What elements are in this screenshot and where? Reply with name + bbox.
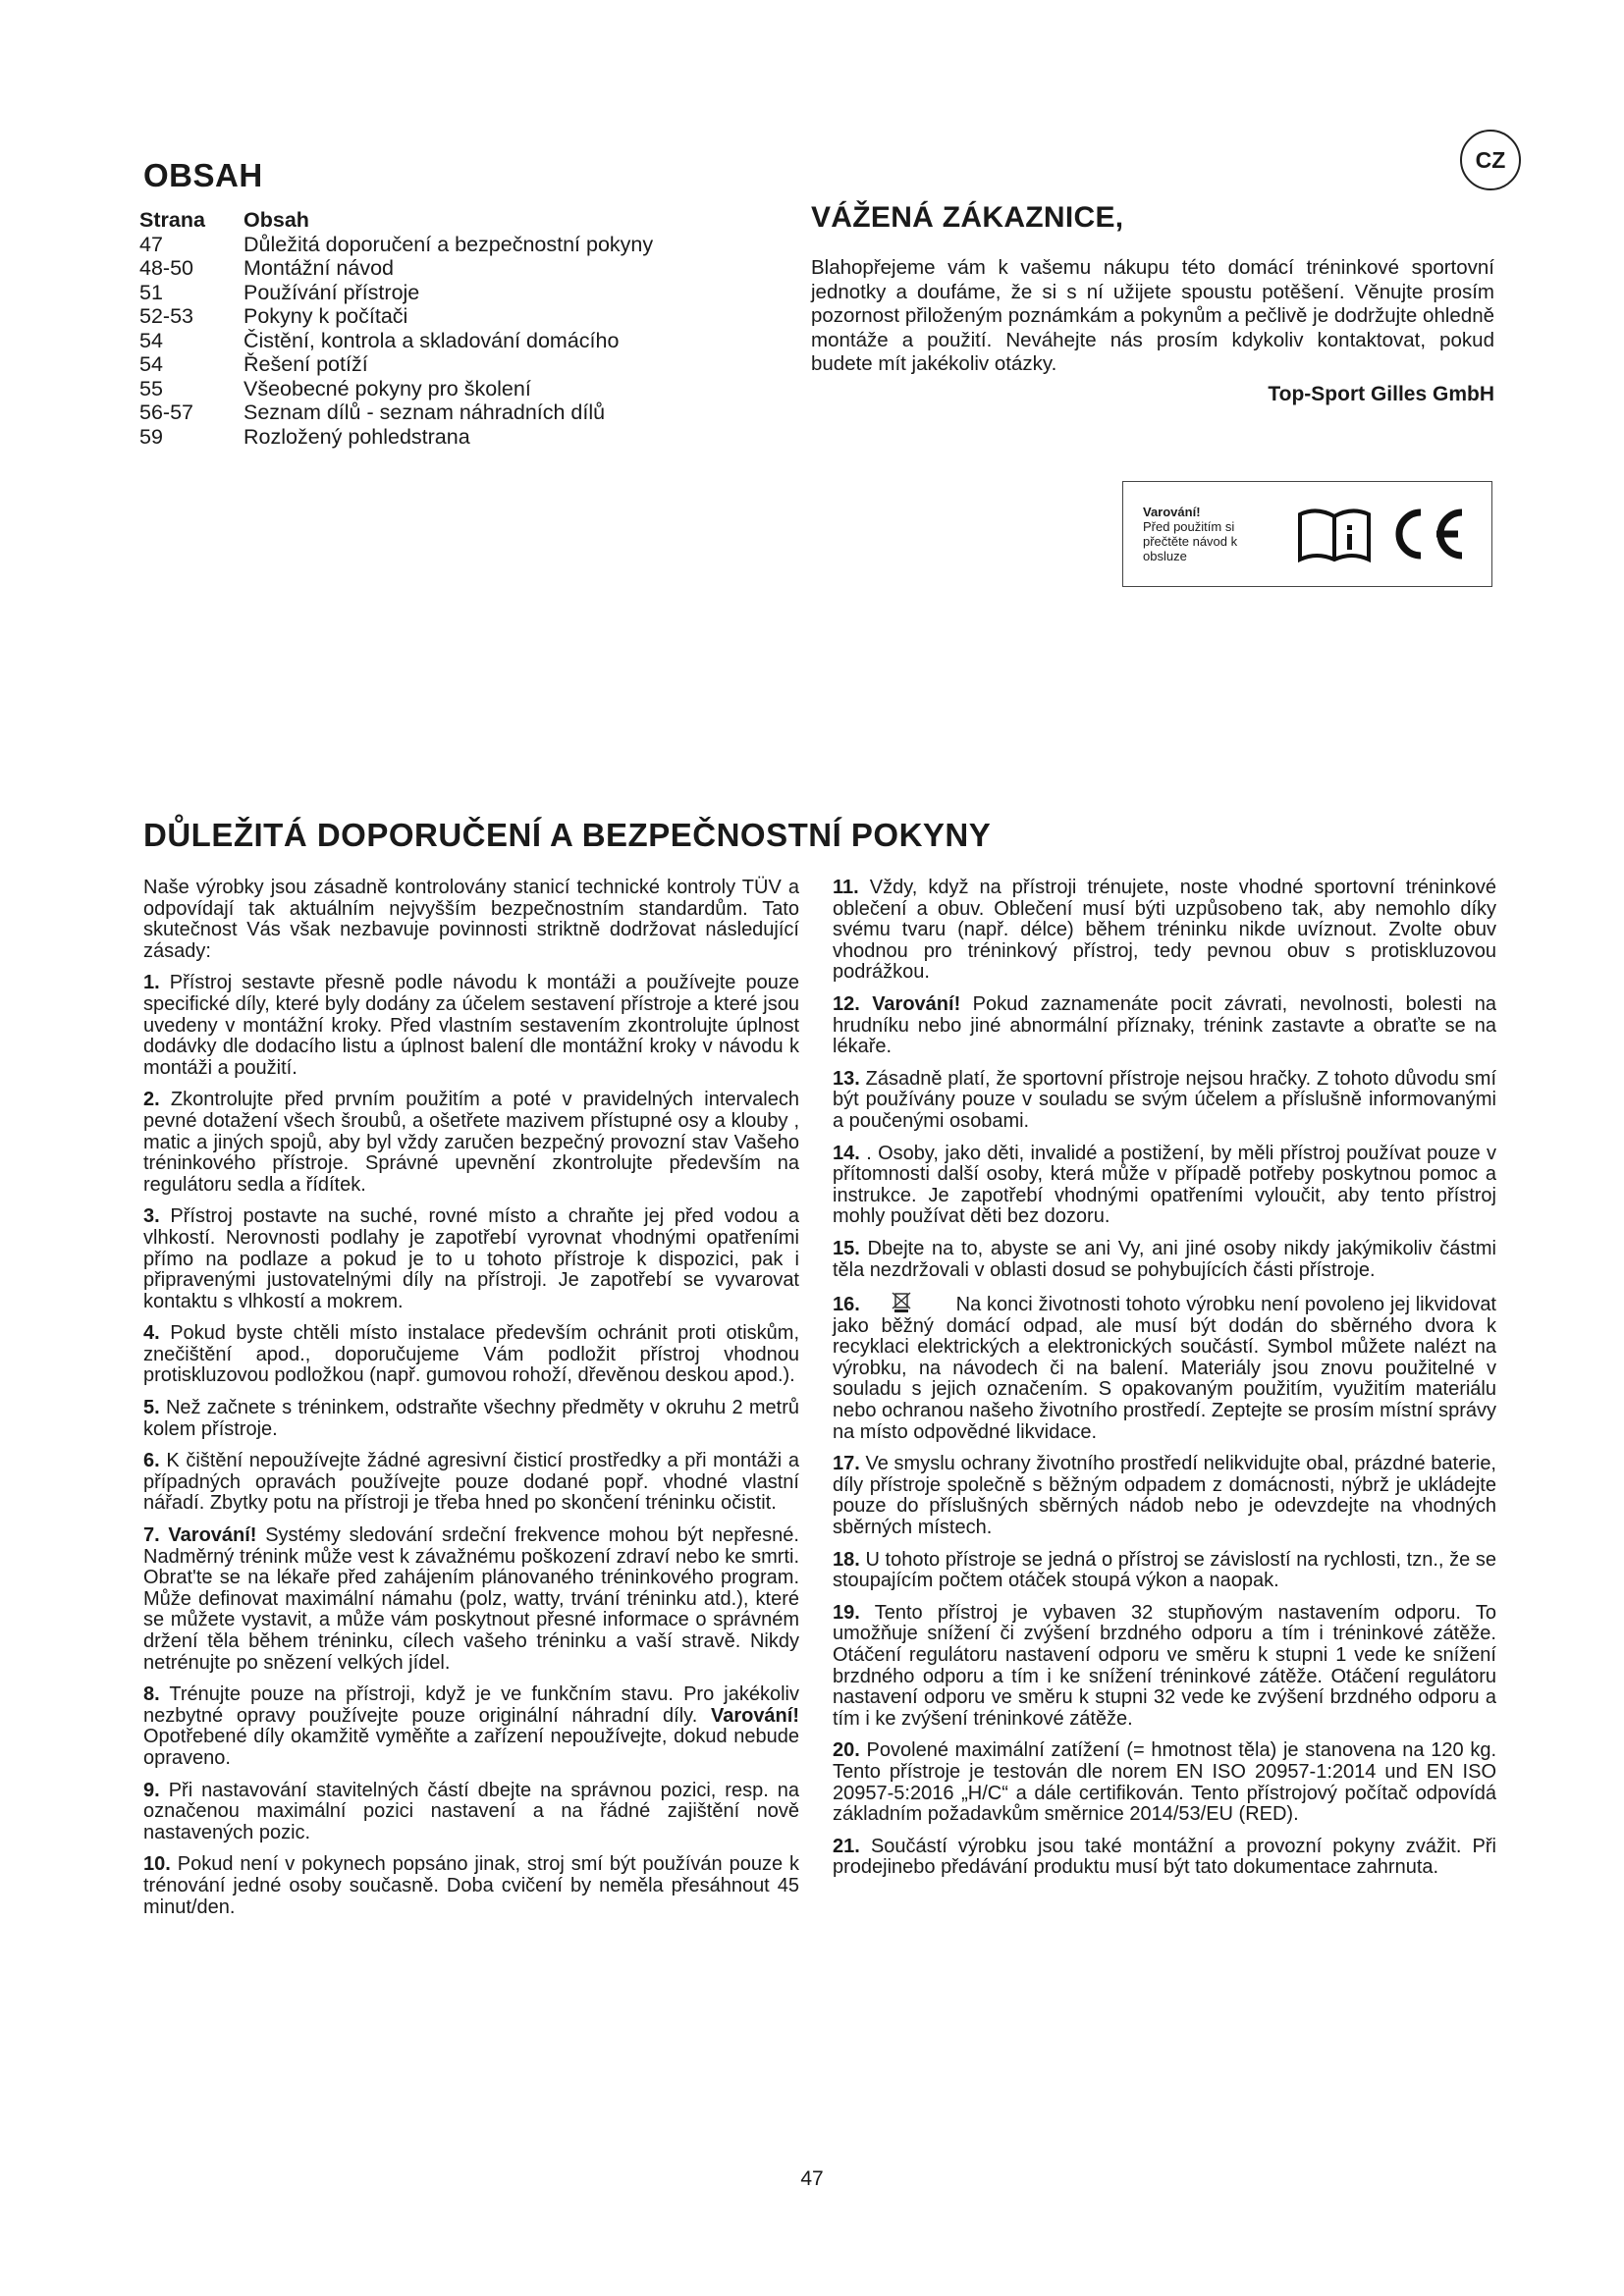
- item-text: Systémy sledování srdeční frekvence mohou být nepřesné. Nadměrný trénink může vest k závažnému poškození zdraví nebo ke smrti. Obrat'te se na lékaře před zahájením plánovaného tréninkového program. Může definovat maximální námahu (polz, watty, trvání tréninku atd.), které se můžete vystavit, a může vám poskytnout přesné informace o správném držení těla během tréninku, cílech vašeho tréninku a vaší stravě. Nikdy netrénujte po snězení velkých jídel.: [143, 1524, 799, 1674]
- toc-entry: Řešení potíží: [244, 352, 368, 376]
- safety-item: [833, 1837, 1496, 1879]
- item-text: U tohoto přístroje se jedná o přístroj se závislostí na rychlosti, tzn., že se stoupajícím počtem otáček stoupá výkon a naopak.: [833, 1548, 1496, 1592]
- item-text: Pokud byste chtěli místo instalace především ochránit proti otiskům, znečištění apod., doporučujeme Vám podložit přístroj vhodnou protiskluzovou podložkou (např. gumovou rohoží, dřevěnou deskou apod.).: [143, 1322, 799, 1387]
- item-text: Opotřebené díly okamžitě vyměňte a zařízení nepoužívejte, dokud nebude opraveno.: [143, 1726, 799, 1769]
- item-text: K čištění nepoužívejte žádné agresivní čisticí prostředky a při montáži a případných opravách používejte pouze dodané popř. vhodné vlastní nářadí. Zbytky potu na přístroji je třeba hned po skončení tréninku očistit.: [143, 1450, 799, 1515]
- item-number: 14.: [833, 1142, 860, 1164]
- item-text: Tento přístroj je vybaven 32 stupňovým nastavením odporu. To umožňuje snížení či zvýšení brzdného odporu a tím i tréninkové zátěže. Otáčení regulátoru nastavení odporu ve směru k stupni 1 vede ke snížení brzdného odporu a tím i ke snížení tréninkové zátěže. Otáčení regulátoru nastavení odporu ve směru k stupni 32 vede ke zvýšení brzdného odporu a tím i ke zvýšení tréninkové zátěže.: [833, 1601, 1496, 1730]
- toc-row: [139, 329, 653, 353]
- item-text: Povolené maximální zatížení (= hmotnost těla) je stanovena na 120 kg. Tento přístroje je testován dle norem EN ISO 20957-1:2014 und EN ISO 20957-5:2016 „H/C“ a dále certifikován. Tento přístrojový počítač odpovídá základním požadavkům směrnice 2014/53/EU (RED).: [833, 1739, 1496, 1826]
- toc-page: 51: [139, 280, 163, 304]
- safety-item: [833, 1603, 1496, 1731]
- toc-page: 54: [139, 352, 163, 376]
- item-number: 3.: [143, 1205, 160, 1228]
- item-number: 15.: [833, 1237, 860, 1259]
- item-text: Přístroj sestavte přesně podle návodu k montáži a používejte pouze specifické díly, které byly dodány za účelem sestavení přístroje a které jsou uvedeny v montážní kroky. Před vlastním sestavením zkontrolujte úplnost dodávky dle dodacího listu a úplnost balení dle montážní kroky v návodu k montáži a použití.: [143, 972, 799, 1079]
- toc-page: 47: [139, 232, 163, 256]
- safety-item: [833, 1069, 1496, 1133]
- item-text: Při nastavování stavitelných částí dbejte na správnou pozici, resp. na označenou maximální pozici nastavení a na řádné zajištění nově nastavených pozic.: [143, 1779, 799, 1843]
- safety-item: [833, 1454, 1496, 1538]
- safety-item: [833, 994, 1496, 1058]
- item-number: 10.: [143, 1853, 171, 1876]
- safety-item: [143, 1854, 799, 1918]
- toc-row: [139, 425, 653, 450]
- safety-item: [833, 1292, 1496, 1443]
- toc-entry: Všeobecné pokyny pro školení: [244, 376, 531, 400]
- toc-title: OBSAH: [143, 157, 263, 193]
- toc-row: [139, 304, 653, 329]
- toc-page: 59: [139, 424, 163, 449]
- weee-bin-icon: [882, 1292, 921, 1313]
- item-number: 7.: [143, 1524, 160, 1547]
- page-number: 47: [800, 2167, 824, 2190]
- toc-page: 56-57: [139, 400, 193, 424]
- item-number: 20.: [833, 1739, 860, 1762]
- item-number: 1.: [143, 972, 160, 994]
- item-number: 18.: [833, 1548, 860, 1571]
- toc-row: [139, 281, 653, 305]
- greeting-text: Blahopřejeme vám k vašemu nákupu této domácí tréninkové sportovní jednotky a doufáme, že si s ní užijete spoustu potěšení. Věnujte prosím pozornost přiloženým poznámkám a pokynům a pečlivě je dodržujte ohledně montáže a použití. Neváhejte nás prosím kdykoliv kontaktovat, pokud budete mít jakékoliv otázky.: [811, 256, 1494, 375]
- item-text: Trénujte pouze na přístroji, když je ve funkčním stavu. Pro jakékoliv nezbytné opravy používejte pouze originální náhradní díly.: [143, 1683, 799, 1727]
- warning-text: Před použitím si přečtěte návod k obsluze: [1143, 519, 1238, 563]
- language-badge: CZ: [1460, 130, 1521, 190]
- manual-info-icon: [1295, 505, 1374, 563]
- safety-item: [143, 1398, 799, 1440]
- toc-col-page: Strana: [139, 208, 205, 232]
- toc-row: [139, 377, 653, 401]
- item-text: . Osoby, jako děti, invalidé a postižení, by měli přístroj používat pouze v přítomnosti další osoby, která může v případě potřeby poskytnou pomoc a instrukce. Je zapotřebí vhodnými opatřeními vyloučit, aby tento přístroj mohly používat děti bez dozoru.: [833, 1142, 1497, 1228]
- toc-page: 52-53: [139, 304, 193, 328]
- toc-entry: Montážní návod: [244, 256, 394, 280]
- safety-item: [143, 1090, 799, 1196]
- safety-item: [143, 1525, 799, 1674]
- company-signature: Top-Sport Gilles GmbH: [1268, 382, 1494, 405]
- toc-row: [139, 256, 653, 281]
- item-number: 8.: [143, 1683, 160, 1706]
- safety-item: [143, 1206, 799, 1312]
- item-number: 21.: [833, 1835, 860, 1857]
- toc-entry: Čistění, kontrola a skladování domácího: [244, 328, 620, 352]
- item-warning: Varování!: [872, 992, 961, 1015]
- item-warning: Varování!: [710, 1704, 799, 1727]
- safety-column-right: [833, 878, 1496, 1890]
- item-number: 5.: [143, 1397, 160, 1419]
- item-number: 6.: [143, 1450, 160, 1472]
- warning-box: [1122, 481, 1492, 587]
- safety-title: DŮLEŽITÁ DOPORUČENÍ A BEZPEČNOSTNÍ POKYNY: [143, 817, 992, 853]
- table-of-contents: [139, 208, 653, 449]
- item-number: 9.: [143, 1779, 160, 1801]
- item-text: Vždy, když na přístroji trénujete, noste vhodné sportovní tréninkové oblečení a obuv. Oblečení musí býti uzpůsobeno tak, aby nemohlo díky svému tvaru (např. délce) během tréninku nikde uvíznout. Zvolte obuv vhodnou pro tréninkový přístroj, tedy pevnou obuv s protiskluzovou podrážkou.: [833, 877, 1496, 984]
- safety-item: [143, 1781, 799, 1844]
- safety-item: [143, 1451, 799, 1515]
- toc-page: 48-50: [139, 256, 193, 280]
- toc-entry: Pokyny k počítači: [244, 304, 408, 328]
- safety-item: [143, 973, 799, 1079]
- item-text: Přístroj postavte na suché, rovné místo a chraňte jej před vodou a vlhkostí. Nerovnosti podlahy je zapotřebí vyrovnat vhodnými opatřeními přímo na podlaze a pokud je to u tohoto přístroje k dispozici, pak i připravenými justovatelnými díly na přístroji. Je zapotřebí se vyvarovat kontaktu s vlhkostí a mokrem.: [143, 1205, 799, 1312]
- safety-item: [143, 1684, 799, 1769]
- toc-entry: Seznam dílů - seznam náhradních dílů: [244, 400, 606, 424]
- toc-entry: Rozložený pohledstrana: [244, 424, 470, 449]
- item-text: Zásadně platí, že sportovní přístroje nejsou hračky. Z tohoto důvodu smí být používány pouze v souladu se svým účelem a příslušně informovanými a poučenými osobami.: [833, 1067, 1497, 1132]
- greeting-section: [811, 201, 1494, 406]
- toc-entry: Důležitá doporučení a bezpečnostní pokyny: [244, 232, 654, 256]
- toc-col-content: Obsah: [244, 208, 309, 232]
- safety-item: [833, 1740, 1496, 1825]
- item-text: Součástí výrobku jsou také montážní a provozní pokyny zvážit. Při prodejinebo předávání produktu musí být tato dokumentace zahrnuta.: [833, 1835, 1496, 1879]
- safety-column-left: [143, 878, 799, 1929]
- safety-item: [833, 878, 1496, 984]
- item-number: 16.: [833, 1294, 860, 1316]
- toc-row: [139, 400, 653, 425]
- item-number: 2.: [143, 1089, 160, 1111]
- safety-intro: Naše výrobky jsou zásadně kontrolovány stanicí technické kontroly TÜV a odpovídají tak aktuálním nejvyšším bezpečnostním standardům. Tato skutečnost Vás však nezbavuje povinnosti striktně dodržovat následující zásady:: [143, 877, 799, 962]
- item-warning: Varování!: [168, 1524, 257, 1547]
- ce-mark-icon: [1387, 505, 1466, 563]
- safety-item: [833, 1144, 1496, 1228]
- toc-header: [139, 208, 653, 233]
- item-text: Ve smyslu ochrany životního prostředí nelikvidujte obal, prázdné baterie, díly přístroje společně s běžným odpadem z domácnosti, nýbrž je ukládejte pouze do příslušných sběrných nádob nebo je odevzdejte na vhodných sběrných místech.: [833, 1453, 1496, 1539]
- item-text: Na konci životnosti tohoto výrobku není povoleno jej likvidovat jako běžný domácí odpad, ale musí být dodán do sběrného dvora k recyklaci elektrických a elektronických součástí. Symbol můžete nalézt na výrobku, na návodech či na balení. Materiály jsou znovu použitelné v souladu s jejich označením. S opakovaným použitím, využitím materiálu nebo ochranou našeho životního prostředí. Zeptejte se prosím místní správy na místo odpovědné likvidace.: [833, 1294, 1496, 1443]
- safety-item: [833, 1239, 1496, 1281]
- item-number: 4.: [143, 1322, 160, 1345]
- item-number: 19.: [833, 1601, 860, 1624]
- item-number: 13.: [833, 1067, 860, 1090]
- warning-title: Varování!: [1143, 505, 1201, 519]
- toc-page: 54: [139, 328, 163, 352]
- toc-page: 55: [139, 376, 163, 400]
- item-number: 12.: [833, 992, 860, 1015]
- item-text: Pokud není v pokynech popsáno jinak, stroj smí být používán pouze k trénování jedné osoby současně. Doba cvičení by neměla přesáhnout 45 minut/den.: [143, 1853, 799, 1918]
- toc-entry: Používání přístroje: [244, 280, 420, 304]
- safety-item: [143, 1323, 799, 1387]
- item-text: Pokud zaznamenáte pocit závrati, nevolnosti, bolesti na hrudníku nebo jiné abnormální příznaky, trénink zastavte a obraťte se na lékaře.: [833, 992, 1496, 1058]
- item-number: 17.: [833, 1453, 860, 1475]
- item-text: Zkontrolujte před prvním použitím a poté v pravidelných intervalech pevné dotažení všech šroubů, a ošetřete mazivem přístupné osy a klouby , matic a jiných spojů, aby byl vždy zaručen bezpečný provozní stav Vašeho tréninkového přístroje. Správné upevnění zkontrolujte především na regulátoru sedla a řídítek.: [143, 1089, 799, 1196]
- item-number: 11.: [833, 877, 859, 898]
- safety-item: [833, 1550, 1496, 1592]
- item-text: Dbejte na to, abyste se ani Vy, ani jiné osoby nikdy jakýmikoliv částmi těla nezdržovali v oblasti dosud se pohybujících části přístroje.: [833, 1237, 1496, 1281]
- toc-row: [139, 233, 653, 257]
- toc-row: [139, 352, 653, 377]
- greeting-title: VÁŽENÁ ZÁKAZNICE,: [811, 201, 1124, 234]
- item-text: Než začnete s tréninkem, odstraňte všechny předměty v okruhu 2 metrů kolem přístroje.: [143, 1397, 800, 1440]
